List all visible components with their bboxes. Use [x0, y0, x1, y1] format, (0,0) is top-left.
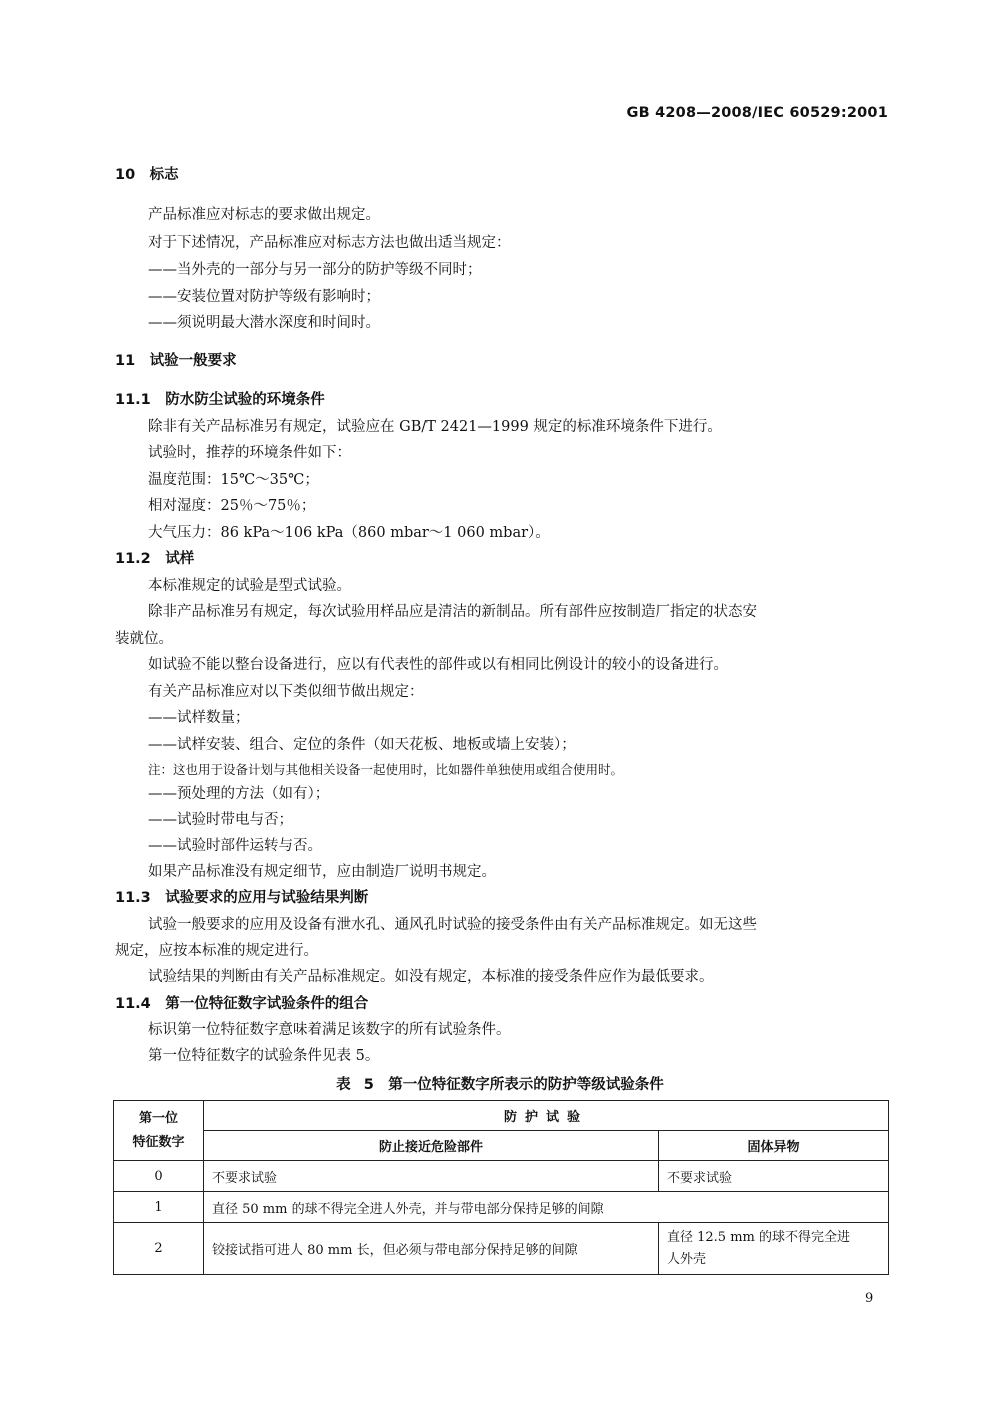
- cell-line: 人外壳: [667, 1251, 707, 1267]
- paragraph: 本标准规定的试验是型式试验。: [148, 578, 351, 594]
- list-item: ——安装位置对防护等级有影响时；: [148, 289, 380, 305]
- table-cell: 不要求试验: [204, 1161, 659, 1192]
- section-11-heading: 11 试验一般要求: [115, 353, 237, 369]
- paragraph: 试验时，推荐的环境条件如下：: [148, 445, 351, 461]
- table-cell: 不要求试验: [659, 1161, 889, 1192]
- list-item: ——试验时带电与否；: [148, 812, 293, 828]
- subsection-11-1-heading: 11.1 防水防尘试验的环境条件: [115, 392, 325, 408]
- subsection-11-3-heading: 11.3 试验要求的应用与试验结果判断: [115, 890, 369, 906]
- table-cell: [659, 1223, 889, 1275]
- paragraph: 规定，应按本标准的规定进行。: [115, 943, 318, 959]
- standard-header: GB 4208—2008/IEC 60529:2001: [626, 105, 888, 121]
- table-row: [114, 1161, 889, 1192]
- column-group-header: 防护试验: [204, 1101, 889, 1131]
- table-cell: 铰接试指可进人 80 mm 长，但必须与带电部分保持足够的间隙: [204, 1223, 659, 1275]
- paragraph: 试验一般要求的应用及设备有泄水孔、通风孔时试验的接受条件由有关产品标准规定。如无这些: [148, 917, 757, 933]
- header-line: 特征数字: [132, 1134, 185, 1150]
- paragraph: 如试验不能以整台设备进行，应以有代表性的部件或以有相同比例设计的较小的设备进行。: [148, 657, 728, 673]
- numeral-cell: 0: [114, 1161, 204, 1192]
- column-header-hazardous-parts: 防止接近危险部件: [204, 1131, 659, 1161]
- table-row: [114, 1223, 889, 1275]
- paragraph: 第一位特征数字的试验条件见表 5。: [148, 1048, 380, 1064]
- column-header-characteristic-numeral: [114, 1101, 204, 1161]
- list-item: ——试样数量；: [148, 710, 250, 726]
- list-item: ——预处理的方法（如有）；: [148, 786, 330, 802]
- paragraph: 标识第一位特征数字意味着满足该数字的所有试验条件。: [148, 1022, 511, 1038]
- list-item: ——当外壳的一部分与另一部分的防护等级不同时；: [148, 262, 482, 278]
- note: 注：这也用于设备计划与其他相关设备一起使用时，比如器件单独使用或组合使用时。: [148, 762, 624, 777]
- section-10-heading: 10 标志: [115, 167, 179, 183]
- paragraph: 试验结果的判断由有关产品标准规定。如没有规定，本标准的接受条件应作为最低要求。: [148, 969, 714, 985]
- cell-line: 直径 12.5 mm 的球不得完全进: [667, 1229, 850, 1245]
- paragraph: 产品标准应对标志的要求做出规定。: [148, 207, 380, 223]
- subsection-11-4-heading: 11.4 第一位特征数字试验条件的组合: [115, 996, 369, 1012]
- test-conditions-table: [113, 1100, 889, 1275]
- numeral-cell: 1: [114, 1192, 204, 1223]
- list-item: ——试样安装、组合、定位的条件（如天花板、地板或墙上安装）；: [148, 737, 576, 753]
- paragraph: 大气压力：86 kPa～106 kPa（860 mbar～1 060 mbar）。: [148, 525, 550, 541]
- paragraph: 相对湿度：25％～75％；: [148, 498, 316, 514]
- list-item: ——须说明最大潜水深度和时间时。: [148, 315, 380, 331]
- column-header-solid-objects: 固体异物: [659, 1131, 889, 1161]
- numeral-cell: 2: [114, 1223, 204, 1275]
- header-line: 第一位: [138, 1110, 178, 1126]
- paragraph: 如果产品标准没有规定细节，应由制造厂说明书规定。: [148, 864, 496, 880]
- table-caption: 表 5 第一位特征数字所表示的防护等级试验条件: [336, 1077, 664, 1093]
- paragraph: 装就位。: [115, 631, 173, 647]
- subsection-11-2-heading: 11.2 试样: [115, 551, 195, 567]
- paragraph: 温度范围：15℃～35℃；: [148, 472, 319, 488]
- paragraph: 除非产品标准另有规定，每次试验用样品应是清洁的新制品。所有部件应按制造厂指定的状态安: [148, 604, 757, 620]
- paragraph: 对于下述情况，产品标准应对标志方法也做出适当规定：: [148, 235, 511, 251]
- list-item: ——试验时部件运转与否。: [148, 838, 322, 854]
- table-header-row: [114, 1101, 889, 1131]
- table-cell: 直径 50 mm 的球不得完全进人外壳，并与带电部分保持足够的间隙: [204, 1192, 889, 1223]
- table-row: [114, 1192, 889, 1223]
- table-header-row: [114, 1131, 889, 1161]
- paragraph: 除非有关产品标准另有规定，试验应在 GB/T 2421—1999 规定的标准环境条件下进行。: [148, 419, 722, 435]
- paragraph: 有关产品标准应对以下类似细节做出规定：: [148, 684, 424, 700]
- page-number: 9: [865, 1291, 874, 1306]
